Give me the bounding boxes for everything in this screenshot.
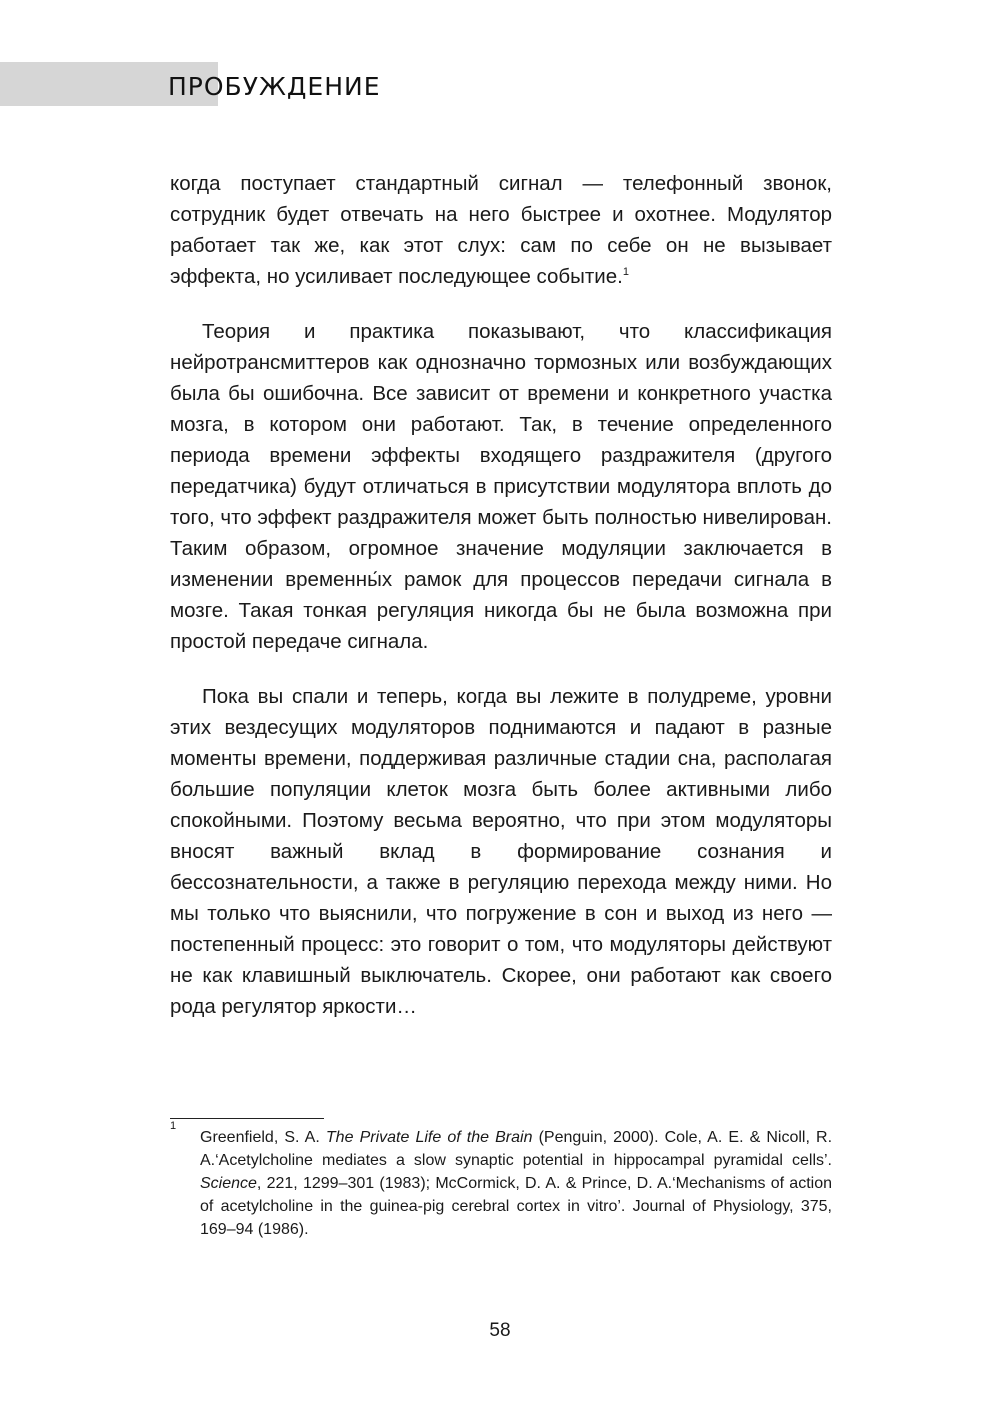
footnote-journal-title: Science <box>200 1175 257 1192</box>
page-number: 58 <box>489 1320 511 1341</box>
body-text <box>170 168 832 1046</box>
paragraph-3: Пока вы спали и теперь, когда вы лежите в полудреме, уровни этих вездесущих модуляторов поднимаются и падают в разные моменты времени, поддерживая различные стадии сна, располагая большие популяции клеток мозга быть более активными либо спокойными. Поэтому весьма вероятно, что при этом модуляторы вносят важный вклад в формирование сознания и бессознательности, а также в регуляцию перехода между ними. Но мы только что выяснили, что погружение в сон и выход из него — постепенный процесс: это говорит о том, что модуляторы действуют не как клавишный выключатель. Скорее, они работают как своего рода регулятор яркости… <box>170 685 832 1018</box>
paragraph-2: Теория и практика показывают, что классификация нейротрансмиттеров как однозначно тормозных или возбуждающих была бы ошибочна. Все зависит от времени и конкретного участка мозга, в котором они работают. Так, в течение определенного периода времени эффекты входящего раздражителя (другого передатчика) будут отличаться в присутствии модулятора вплоть до того, что эффект раздражителя может быть полностью нивелирован. Таким образом, огромное значение модуляции заключается в изменении временны́х рамок для процессов передачи сигнала в мозге. Такая тонкая регуляция никогда бы не была возможна при простой передаче сигнала. <box>170 320 832 653</box>
running-header-title: ПРОБУЖДЕНИЕ <box>168 72 381 101</box>
footnote-reference[interactable]: 1 <box>622 266 629 279</box>
footnote-divider <box>170 1118 324 1119</box>
paragraph-1-text: когда поступает стандартный сигнал — телефонный звонок, сотрудник будет отвечать на него быстрее и охотнее. Модулятор работает так же, как этот слух: сам по себе он не вызывает эффекта, но усиливает последующее событие. <box>170 172 832 288</box>
footnote: 1 Greenfield, S. A. The Private Life of the Brain (Penguin, 2000). Cole, A. E. & Nicoll, R. A.‘Acetylcholine mediates a slow synaptic potential in hippocampal pyramidal cells’. Science, 221, 1299–301 (1983); McCormick, D. A. & Prince, D. A.‘Mechanisms of action of acetylcholine in the guinea-pig cerebral cortex in vitro’. Journal of Physiology, 375, 169–94 (1986). <box>170 1126 832 1241</box>
footnote-book-title: The Private Life of the Brain <box>325 1129 533 1146</box>
footnote-text-part-3: , 221, 1299–301 (1983); McCormick, D. A. & Prince, D. A.‘Mechanisms of action of acetylcholine in the guinea-pig cerebral cortex in vitro’. Journal of Physiology, 375, 169–94 (1986). <box>200 1175 832 1238</box>
footnote-text-part-2: (Penguin, 2000). Cole, A. E. & Nicoll, R. A.‘Acetylcholine mediates a slow synaptic potential in hippocampal pyramidal cells’. <box>200 1129 833 1169</box>
paragraph-1 <box>170 168 832 292</box>
footnote-text-part-1: Greenfield, S. A. <box>200 1129 326 1146</box>
footnote-text <box>200 1126 832 1241</box>
